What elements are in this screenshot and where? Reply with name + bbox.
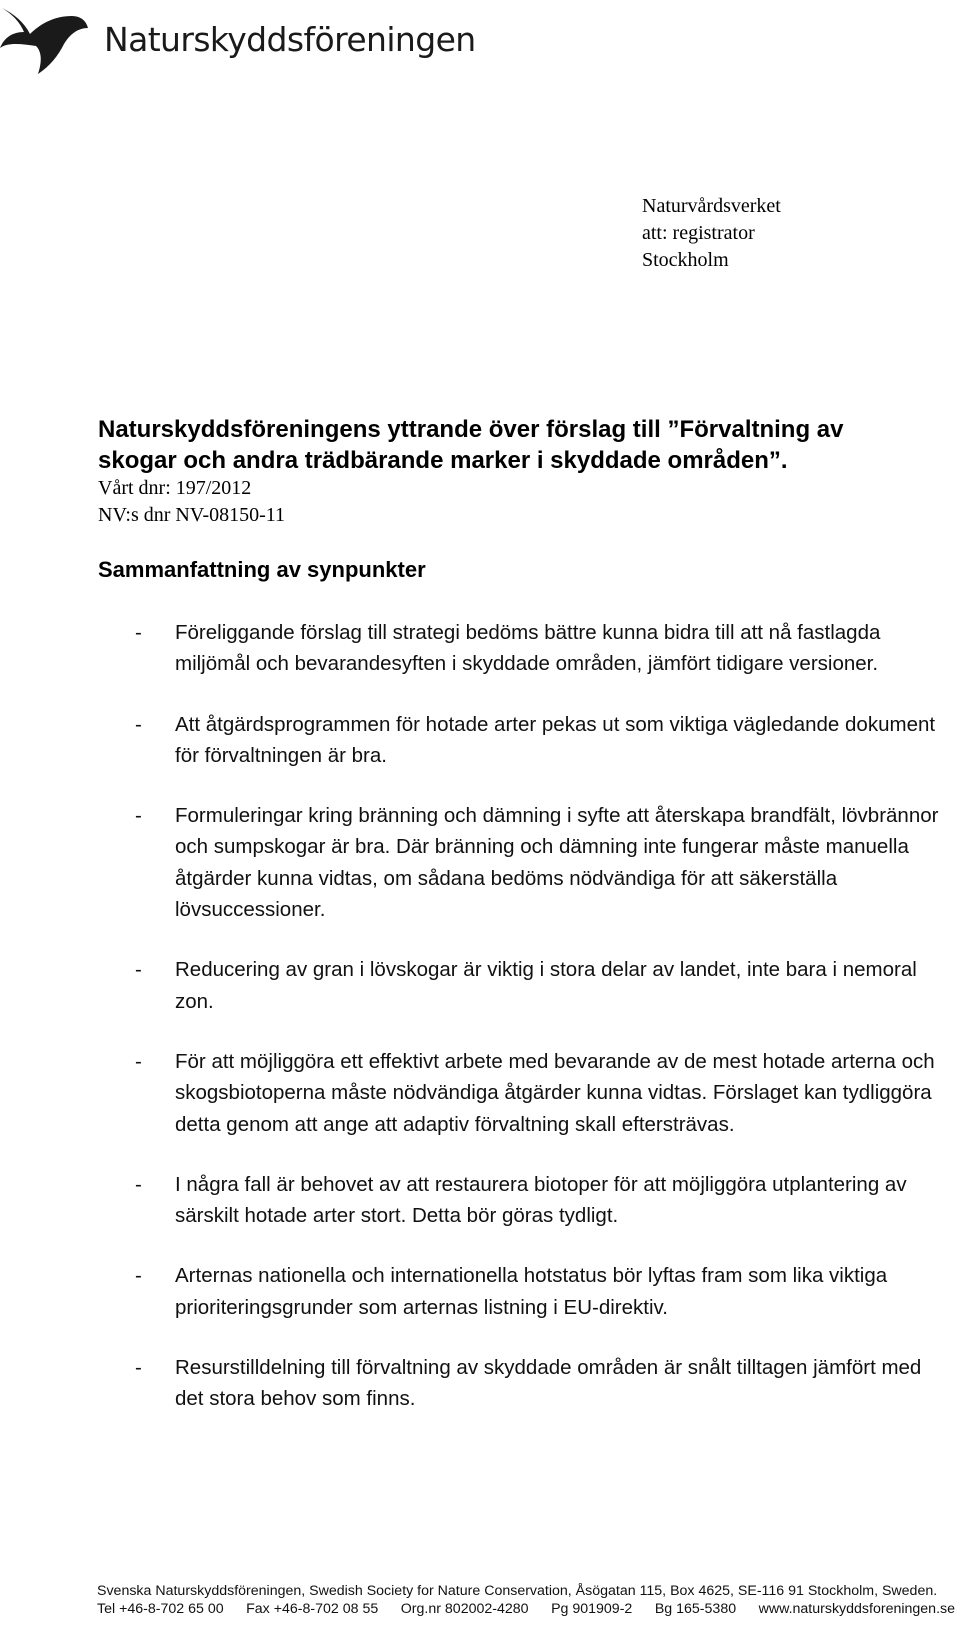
footer-address: Svenska Naturskyddsföreningen, Swedish Society for Nature Conservation, Åsögatan 115, Box 4625, SE-116 91 Stockholm, Sweden. <box>97 1583 938 1599</box>
summary-point <box>0 800 945 925</box>
bullet-dash: - <box>135 1172 142 1196</box>
bird-logo-icon <box>0 0 100 80</box>
summary-point <box>0 954 945 1017</box>
footer-org-number: Org.nr 802002-4280 <box>400 1601 529 1617</box>
document-title: Naturskyddsföreningens yttrande över förslag till ”Förvaltning av skogar och andra trädbärande marker i skyddade områden”. <box>98 416 844 474</box>
bullet-dash: - <box>135 1356 142 1380</box>
footer-plusgiro: Pg 901909-2 <box>551 1601 633 1617</box>
summary-heading: Sammanfattning av synpunkter <box>98 557 426 582</box>
bullet-dash: - <box>135 1049 142 1073</box>
recipient-line: Naturvårdsverket <box>642 195 781 217</box>
bullet-dash: - <box>135 1264 142 1288</box>
summary-point <box>0 1046 945 1140</box>
summary-point <box>0 617 945 680</box>
recipient-line: Stockholm <box>642 249 729 271</box>
footer-bankgiro: Bg 165-5380 <box>654 1601 737 1617</box>
summary-point-text: För att möjliggöra ett effektivt arbete med bevarande av de mest hotade arterna och skogsbiotoperna måste nödvändiga åtgärder kunna vidtas. Förslaget kan tydliggöra detta genom att ange att adaptiv förvaltning skall eftersträvas. <box>175 1049 935 1136</box>
summary-point-text: Arternas nationella och internationella hotstatus bör lyftas fram som lika viktiga prioriteringsgrunder som arternas listning i EU-direktiv. <box>175 1264 888 1319</box>
summary-point-text: I några fall är behovet av att restaurera biotoper för att möjliggöra utplantering av särskilt hotade arter stort. Detta bör göras tydligt. <box>175 1172 907 1228</box>
summary-point <box>0 709 945 772</box>
summary-point-text: Föreliggande förslag till strategi bedöms bättre kunna bidra till att nå fastlagda miljömål och bevarandesyften i skyddade områden, jämfört tidigare versioner. <box>175 621 881 676</box>
recipient-address <box>642 193 781 274</box>
summary-points-list <box>0 617 960 1444</box>
bullet-dash: - <box>135 712 142 736</box>
reference-numbers <box>98 475 285 529</box>
summary-point <box>0 1260 945 1323</box>
summary-point <box>0 1169 945 1232</box>
footer-fax: Fax +46-8-702 08 55 <box>246 1601 379 1617</box>
logo-wordmark: Naturskyddsföreningen <box>104 20 476 59</box>
bullet-dash: - <box>135 804 142 828</box>
summary-point-text: Reducering av gran i lövskogar är viktig i stora delar av landet, inte bara i nemoral zon. <box>175 958 917 1013</box>
summary-point-text: Formuleringar kring bränning och dämning i syfte att återskapa brandfält, lövbrännor och sumpskogar är bra. Där bränning och dämning inte fungerar måste manuella åtgärder kunna vidtas, om sådana bedöms nödvändiga för att säkerställa lövsuccessioner. <box>175 804 939 922</box>
footer-website-link[interactable]: www.naturskyddsforeningen.se <box>758 1601 955 1617</box>
footer-phone: Tel +46-8-702 65 00 <box>97 1601 224 1617</box>
bullet-dash: - <box>135 958 142 982</box>
footer-contact-line <box>97 1600 955 1618</box>
our-reference: Vårt dnr: 197/2012 <box>98 477 252 499</box>
recipient-line: att: registrator <box>642 222 755 244</box>
summary-point-text: Resurstilldelning till förvaltning av skyddade områden är snålt tilltagen jämfört med det stora behov som finns. <box>175 1356 922 1411</box>
summary-point-text: Att åtgärdsprogrammen för hotade arter pekas ut som viktiga vägledande dokument för förvaltningen är bra. <box>175 712 936 767</box>
summary-point <box>0 1352 945 1415</box>
nv-reference: NV:s dnr NV-08150-11 <box>98 504 286 526</box>
letter-footer <box>97 1582 957 1618</box>
bullet-dash: - <box>135 621 142 644</box>
organization-logo <box>0 0 500 80</box>
